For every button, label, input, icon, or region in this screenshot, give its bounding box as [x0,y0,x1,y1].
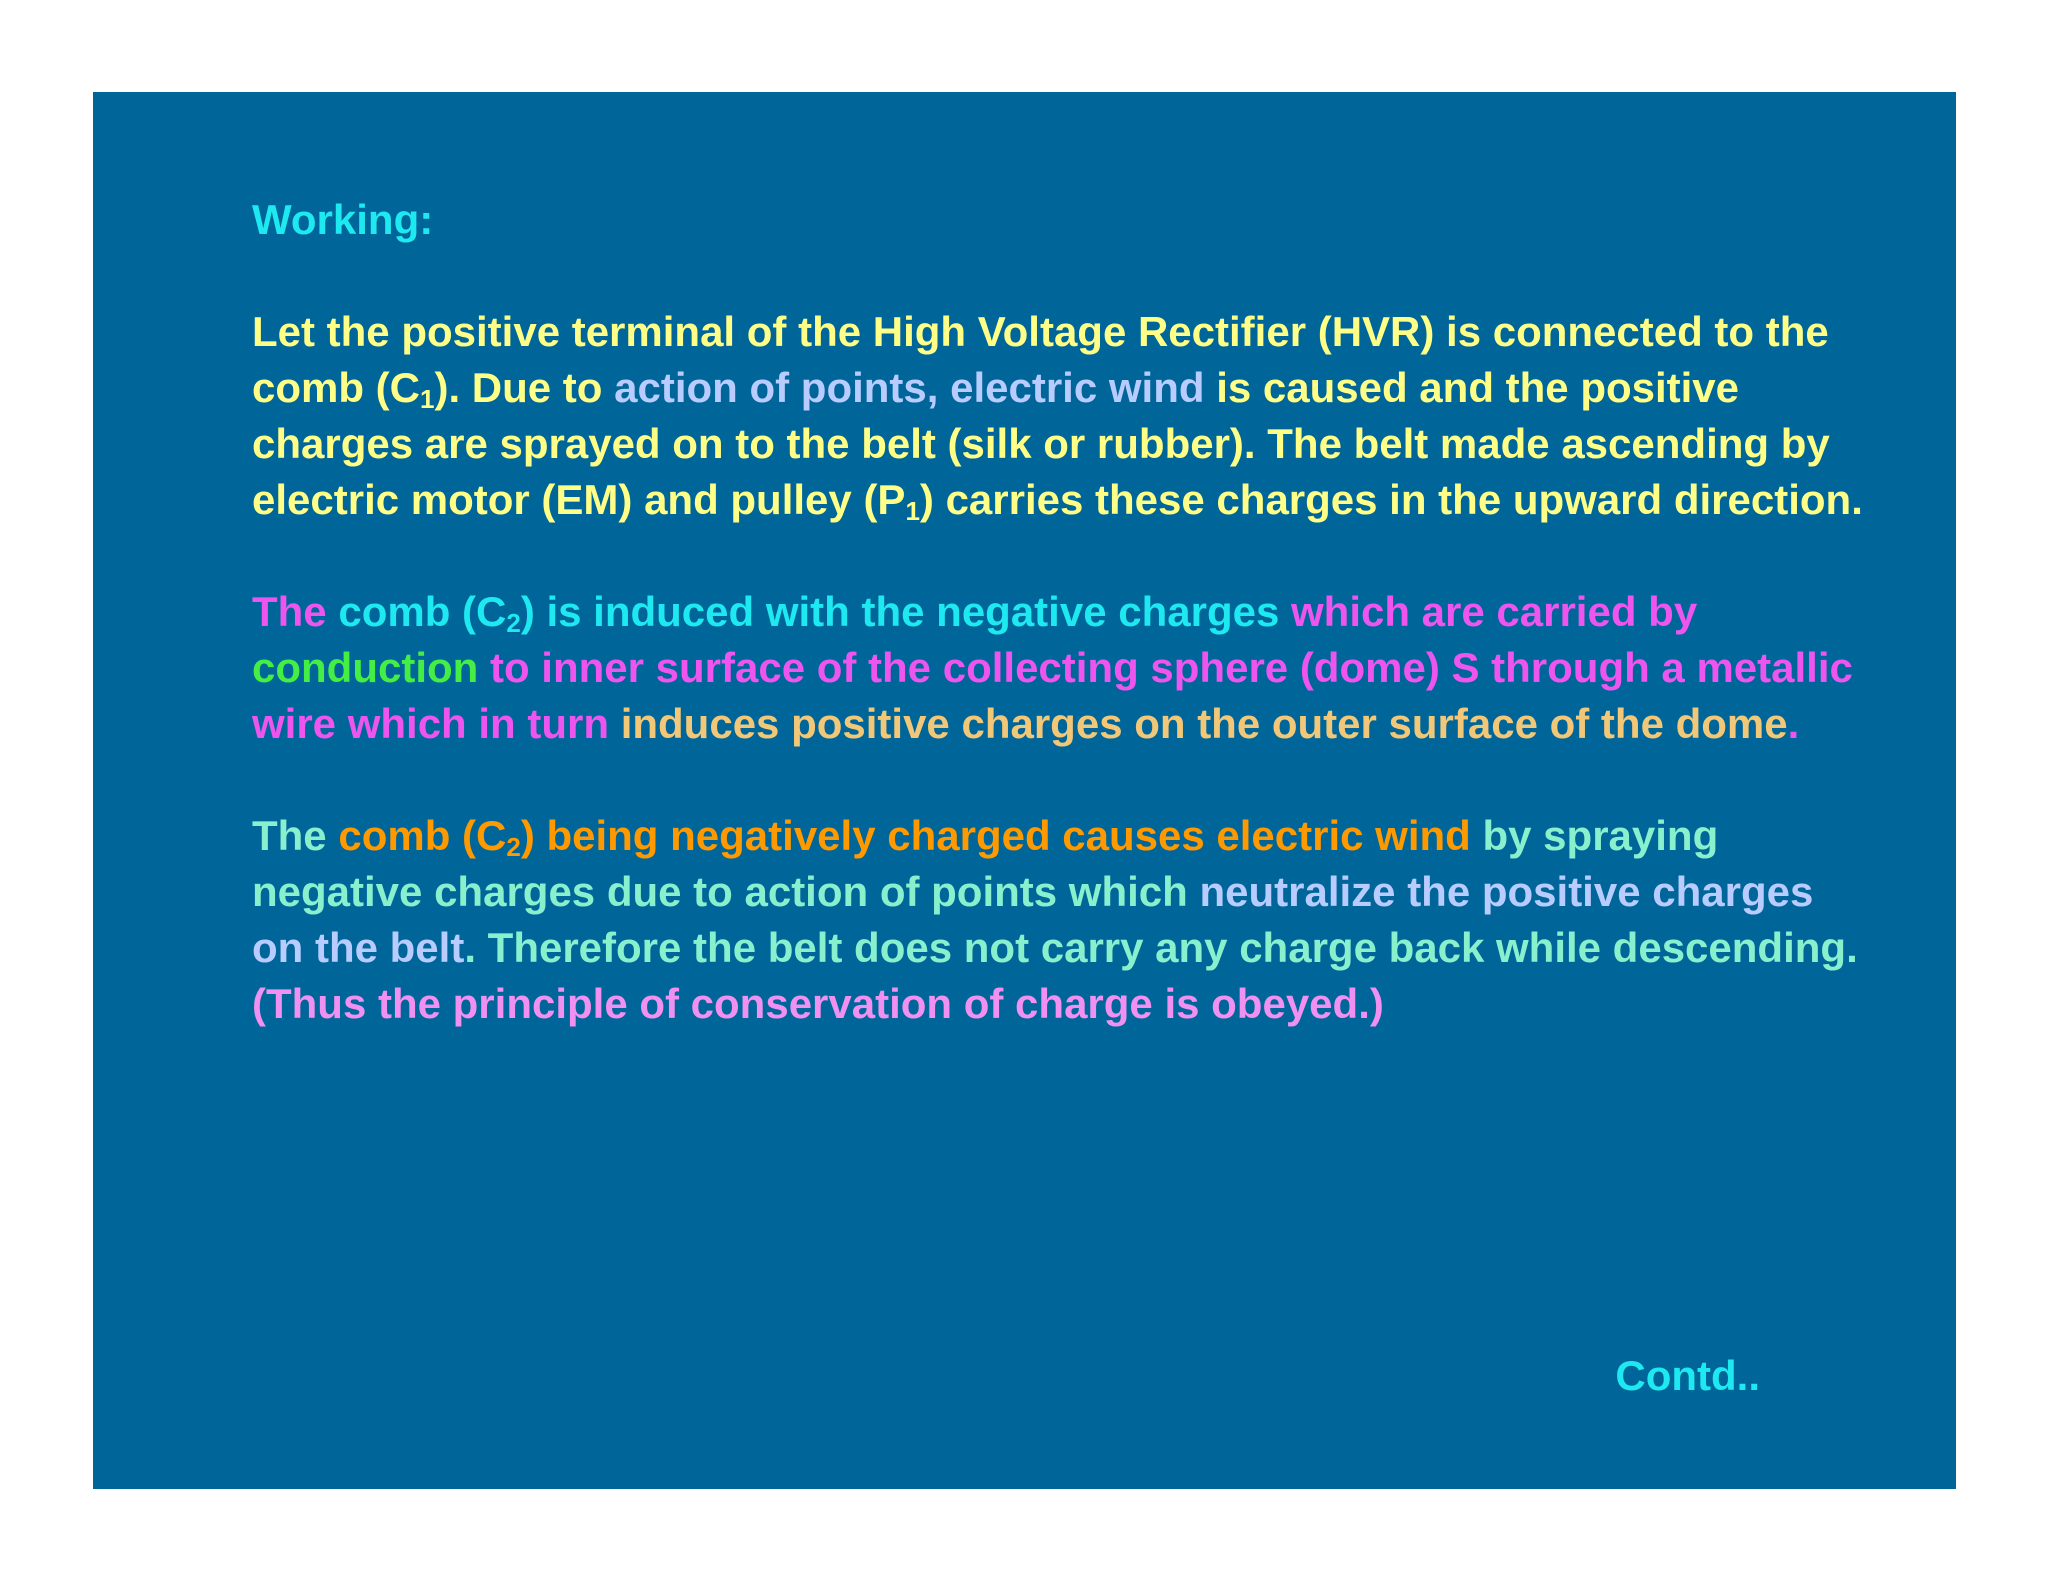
highlight-conservation: (Thus the principle of conservation of charge is obeyed.) [252,980,1384,1027]
highlight-electric-wind: ) being negatively charged causes electric wind [520,812,1471,859]
slide-background [93,92,1956,1489]
paragraph-neutralization [252,808,1872,1032]
paragraph-induction [252,584,1872,752]
text-segment: . Therefore the belt does not carry any charge back while descending. [464,924,1858,971]
text-segment: The [252,812,339,859]
highlight-neutralize: neutralize the positive charges on the belt [252,868,1814,971]
text-segment: by spraying negative charges due to action of points which [252,812,1719,915]
text-segment: Let the positive terminal of the High Voltage Rectifier (HVR) is connected to the comb (C [252,308,1829,411]
highlight-induces-positive: induces positive charges on the outer surface of the dome [620,700,1788,747]
subscript: 2 [506,832,521,862]
paragraph-positive-charging [252,304,1872,528]
text-segment: The [252,588,339,635]
highlight-action-of-points: action of points, electric wind [614,364,1205,411]
text-segment: to inner surface of the collecting sphere (dome) S through a metallic wire which in turn [252,644,1853,747]
text-segment: ) carries these charges in the upward direction. [919,476,1863,523]
slide-content [252,192,1872,1032]
section-heading: Working: [252,196,434,243]
text-segment: . [1787,700,1800,747]
text-segment: ). Due to [434,364,615,411]
highlight-conduction: conduction [252,644,479,691]
text-segment: which are carried by [1279,588,1698,635]
subscript: 1 [420,384,435,414]
subscript: 1 [905,496,920,526]
text-segment: is caused and the positive charges are sprayed on to the belt (silk or rubber). The belt made ascending by electric motor (EM) and pulley (P [252,364,1830,523]
highlight-negative-charges: ) is induced with the negative charges [520,588,1280,635]
highlight-comb-c2: comb (C [338,812,507,859]
continued-label: Contd.. [1615,1352,1760,1399]
highlight-comb-c2: comb (C [338,588,507,635]
subscript: 2 [506,608,521,638]
